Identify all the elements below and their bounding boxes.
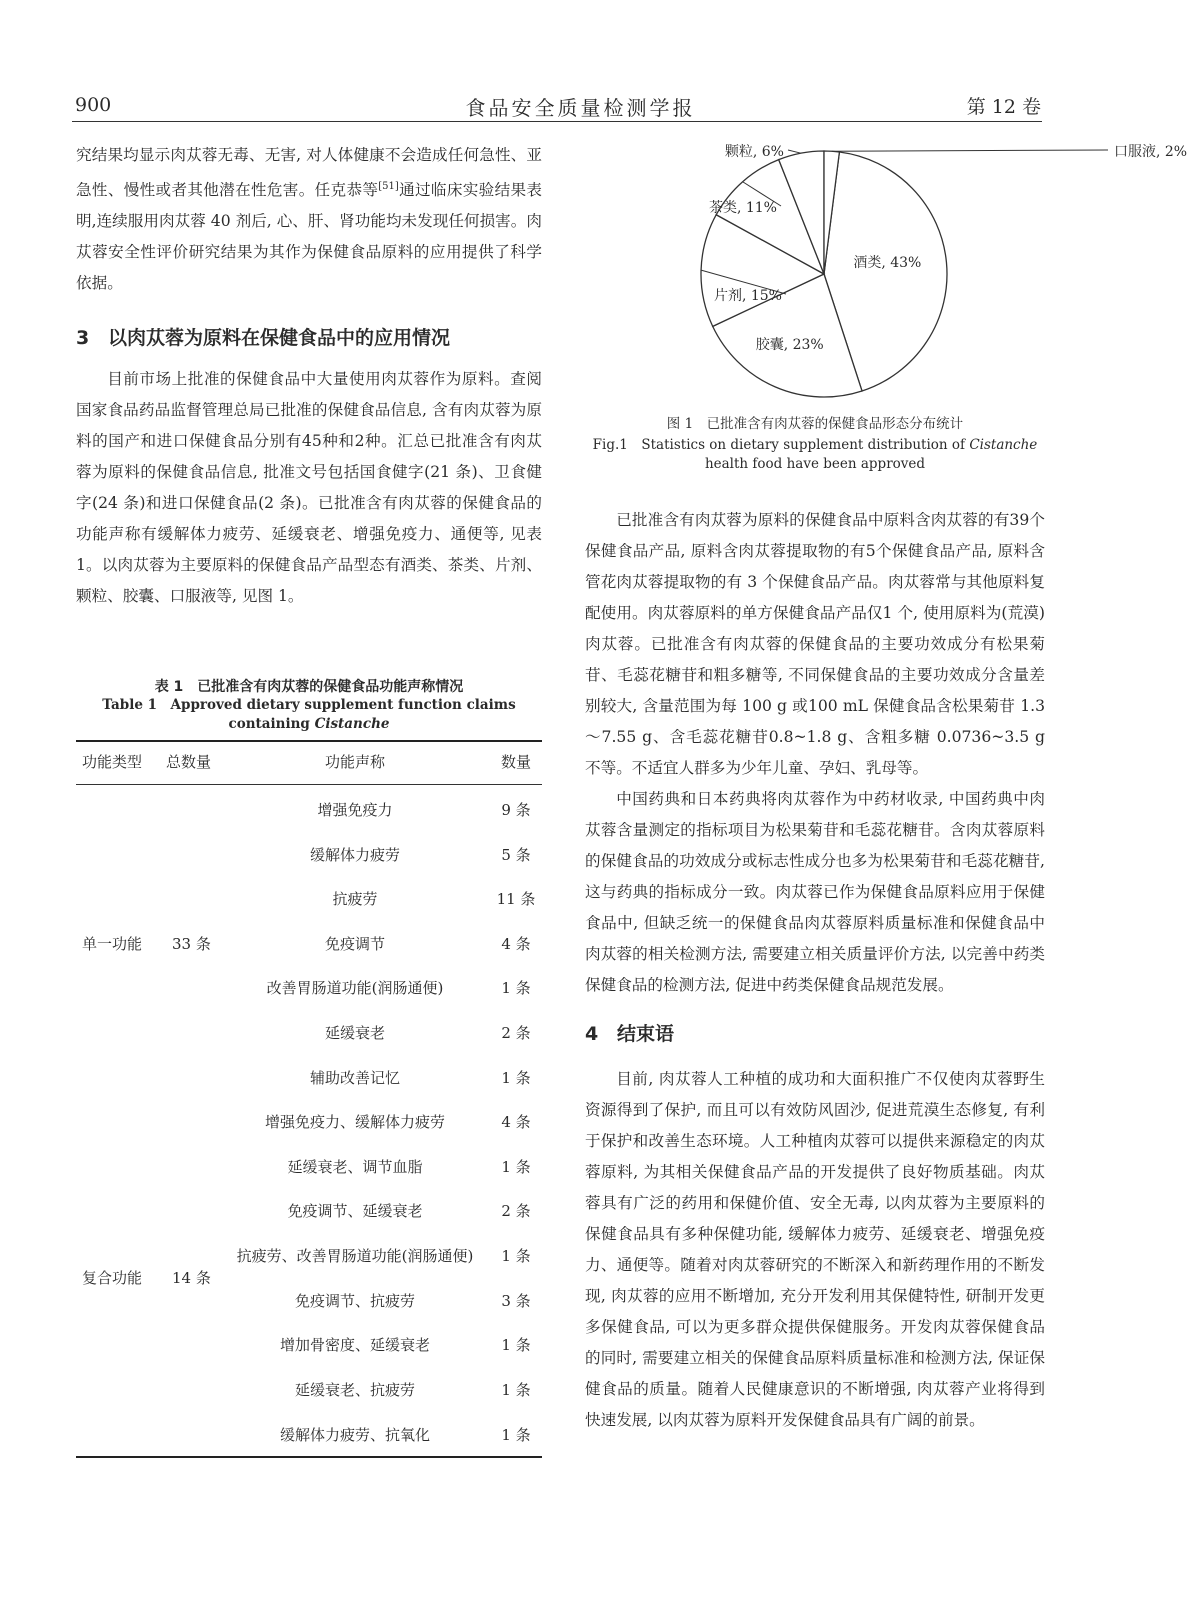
table-row-count: 1 条 (501, 979, 531, 997)
table-title-en-line1: Table 1 Approved dietary supplement function claims (102, 697, 516, 713)
header-rule (72, 121, 1042, 122)
figure-1-pie-chart (598, 138, 1187, 403)
section-3-heading (76, 323, 542, 350)
group-total-single: 33 条 (172, 935, 211, 953)
left-column (76, 140, 542, 612)
table-row-count: 2 条 (501, 1024, 531, 1042)
table-title-cn: 表 1 已批准含有肉苁蓉的保健食品功能声称情况 (154, 679, 464, 695)
section-4-title: 结束语 (617, 1023, 675, 1045)
intro-text-2: 通过临床实验结果表明,连续服用肉苁蓉 40 剂后, 心、肝、肾功能均未发现任何损害。肉苁蓉安全性评价研究结果为其作为保健食品原料的应用提供了科学依据。 (76, 181, 542, 293)
table-row-claim: 辅助改善记忆 (309, 1069, 400, 1087)
table-row-count: 1 条 (501, 1426, 531, 1444)
group-type-single: 单一功能 (82, 935, 143, 953)
pie-label-茶类: 茶类, 11% (708, 200, 777, 216)
table-title-en-plain: containing (228, 716, 315, 732)
table-row-claim: 增强免疫力、缓解体力疲劳 (264, 1113, 445, 1131)
intro-paragraph (76, 140, 542, 299)
table-bottom-rule (76, 1456, 542, 1458)
table-row-count: 4 条 (501, 1113, 531, 1131)
table-row-claim: 延缓衰老、抗疲劳 (294, 1381, 415, 1399)
table-row-count: 11 条 (496, 890, 536, 908)
group-type-compound: 复合功能 (82, 1269, 143, 1287)
table-title-en (76, 696, 542, 734)
section-3-title: 以肉苁蓉为原料在保健食品中的应用情况 (108, 327, 451, 350)
pie-leader-line-颗粒 (788, 150, 801, 153)
table-top-rule (76, 740, 542, 742)
pie-leader-line-口服液 (832, 150, 1108, 151)
table-row-count: 2 条 (501, 1202, 531, 1220)
table-row-claim: 增加骨密度、延缓衰老 (279, 1336, 430, 1354)
table-row-count: 1 条 (501, 1336, 531, 1354)
journal-title: 食品安全质量检测学报 (465, 96, 696, 120)
table-row-claim: 免疫调节、延缓衰老 (287, 1202, 423, 1220)
table-row-claim: 缓解体力疲劳、抗氧化 (279, 1426, 430, 1444)
figure-caption-en-line1 (585, 436, 1045, 455)
table-row-count: 1 条 (501, 1247, 531, 1265)
table-row-claim: 免疫调节、抗疲劳 (294, 1292, 415, 1310)
right-column (585, 505, 1045, 1436)
table-row-count: 9 条 (501, 801, 531, 819)
section-4-number: 4 (585, 1023, 599, 1045)
col-header-type: 功能类型 (82, 753, 143, 771)
col-header-total: 总数量 (166, 753, 212, 771)
table-row-count: 4 条 (501, 935, 531, 953)
pie-svg (598, 138, 1048, 403)
table-row-claim: 免疫调节 (324, 935, 385, 953)
figure-caption-en-italic: Cistanche (969, 437, 1038, 453)
pie-label-口服液: 口服液, 2% (1114, 144, 1187, 160)
figure-caption-en-line2: health food have been approved (704, 456, 926, 472)
table-row-claim: 延缓衰老、调节血脂 (287, 1158, 423, 1176)
table-row-count: 1 条 (501, 1381, 531, 1399)
pie-label-胶囊: 胶囊, 23% (755, 336, 824, 353)
table-row-claim: 缓解体力疲劳 (309, 846, 400, 864)
section-3-number: 3 (76, 327, 90, 350)
table-row-claim: 增强免疫力 (317, 801, 393, 819)
figure-caption-en-prefix: Fig.1 Statistics on dietary supplement distribution of (592, 437, 970, 453)
group-total-compound: 14 条 (172, 1269, 211, 1287)
page-number: 900 (75, 94, 112, 116)
table-row-count: 1 条 (501, 1069, 531, 1087)
volume-label: 第 12 卷 (966, 96, 1041, 118)
table-row-count: 1 条 (501, 1158, 531, 1176)
figure-caption-en (585, 436, 1045, 474)
right-paragraph-2: 中国药典和日本药典将肉苁蓉作为中药材收录, 中国药典中肉苁蓉含量测定的指标项目为松果菊苷和毛蕊花糖苷。含肉苁蓉原料的保健食品的功效成分或标志性成分也多为松果菊苷和毛蕊花糖苷, 这与药典的指标成分一致。肉苁蓉已作为保健食品原料应用于保健食品中, 但缺乏统一的保健食品肉苁蓉原料质量标准和保健食品中肉苁蓉的相关检测方法, 需要建立相关质量评价方法, 以完善中药类保健食品的检测方法, 促进中药类保健食品规范发展。 (585, 790, 1045, 994)
table-row-claim: 改善胃肠道功能(润肠通便) (266, 979, 444, 997)
table-row-claim: 延缓衰老 (324, 1024, 385, 1042)
intro-text-1: 究结果均显示肉苁蓉无毒、无害, 对人体健康不会造成任何急性、亚急性、慢性或者其他潜在性危害。任克恭等 (76, 146, 542, 200)
section-4-paragraph: 目前, 肉苁蓉人工种植的成功和大面积推广不仅使肉苁蓉野生资源得到了保护, 而且可以有效防风固沙, 促进荒漠生态修复, 有利于保护和改善生态环境。人工种植肉苁蓉可以提供来源稳定的肉苁蓉原料, 为其相关保健食品产品的开发提供了良好物质基础。肉苁蓉具有广泛的药用和保健价值、安全无毒, 以肉苁蓉为主要原料的保健食品具有多种保健功能, 缓解体力疲劳、延缓衰老、增强免疫力、通便等。随着对肉苁蓉研究的不断深入和新药理作用的不断发现, 肉苁蓉的应用不断增加, 充分开发利用其保健特性, 研制开发更多保健食品, 可以为更多群众提供保健服务。开发肉苁蓉保健食品的同时, 需要建立相关的保健食品原料质量标准和检测方法, 保证保健食品的质量。随着人民健康意识的不断增强, 肉苁蓉产业将得到快速发展, 以肉苁蓉为原料开发保健食品具有广阔的前景。 (585, 1070, 1045, 1429)
section-3-paragraph: 目前市场上批准的保健食品中大量使用肉苁蓉作为原料。查阅国家食品药品监督管理总局已批准的保健食品信息, 含有肉苁蓉为原料的国产和进口保健食品分别有45种和2种。汇总已批准含有肉苁蓉为原料的保健食品信息, 批准文号包括国食健字(21 条)、卫食健字(24 条)和进口保健食品(2 条)。已批准含有肉苁蓉的保健食品的功能声称有缓解体力疲劳、延缓衰老、增强免疫力、通便等, 见表 1。以肉苁蓉为主要原料的保健食品产品型态有酒类、茶类、片剂、颗粒、胶囊、口服液等, 见图 1。 (76, 370, 542, 606)
table-header-rule (76, 784, 542, 785)
table-title-en-italic: Cistanche (314, 716, 390, 732)
figure-caption-cn: 图 1 已批准含有肉苁蓉的保健食品形态分布统计 (666, 416, 964, 432)
table-title-en-line2 (76, 715, 542, 734)
table-row-count: 5 条 (501, 846, 531, 864)
right-paragraph-1: 已批准含有肉苁蓉为原料的保健食品中原料含肉苁蓉的有39个保健食品产品, 原料含肉苁蓉提取物的有5个保健食品产品, 原料含管花肉苁蓉提取物的有 3 个保健食品产品。肉苁蓉常与其他原料复配使用。肉苁蓉原料的单方保健食品产品仅1 个, 使用原料为(荒漠)肉苁蓉。已批准含有肉苁蓉的保健食品的主要功效成分有松果菊苷、毛蕊花糖苷和粗多糖等, 不同保健食品的主要功效成分含量差别较大, 含量范围为每 100 g 或100 mL 保健食品含松果菊苷 1.3～7.55 g、含毛蕊花糖苷0.8~1.8 g、含粗多糖 0.0736~3.5 g 不等。不适宜人群多为少年儿童、孕妇、乳母等。 (585, 511, 1045, 777)
section-4-heading (585, 1019, 1045, 1046)
table-row-count: 3 条 (501, 1292, 531, 1310)
table-row-claim: 抗疲劳 (332, 890, 378, 908)
pie-label-颗粒: 颗粒, 6% (724, 144, 784, 160)
col-header-count: 数量 (500, 753, 531, 771)
col-header-claim: 功能声称 (324, 753, 385, 771)
pie-label-酒类: 酒类, 43% (853, 254, 922, 271)
table-row-claim: 抗疲劳、改善胃肠道功能(润肠通便) (236, 1247, 474, 1265)
pie-label-片剂: 片剂, 15% (713, 288, 782, 304)
citation-ref[interactable]: [51] (378, 181, 399, 192)
